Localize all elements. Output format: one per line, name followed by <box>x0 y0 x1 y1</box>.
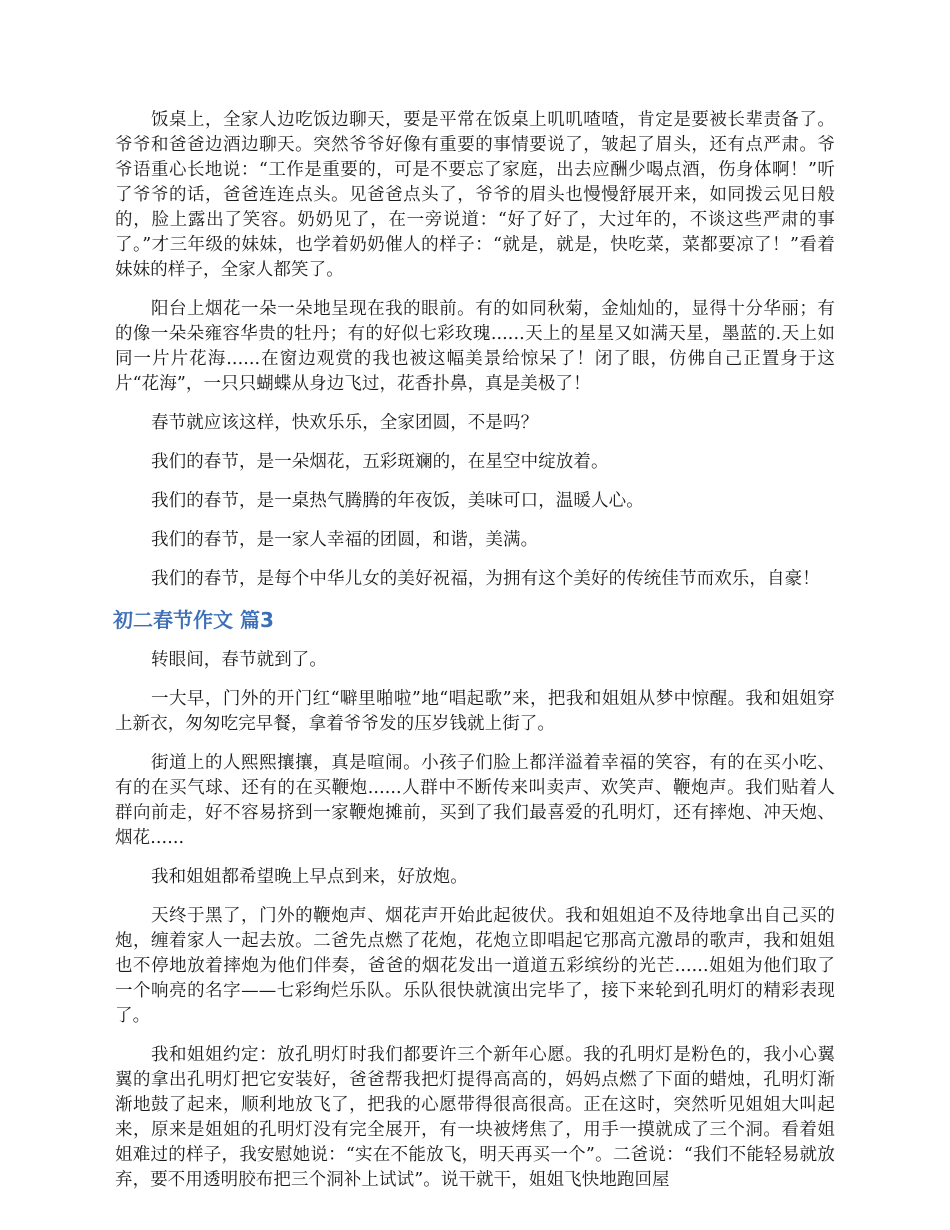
paragraph-fireworks: 阳台上烟花一朵一朵地呈现在我的眼前。有的如同秋菊，金灿灿的，显得十分华丽；有的像一朵朵雍容华贵的牡丹；有的好似七彩玫瑰......天上的星星又如满天星，墨蓝的.天上如同一片片花海......在窗边观赏的我也被这幅美景给惊呆了！闭了眼，仿佛自己正置身于这片“花海”，一只只蝴蝶从身边飞过，花香扑鼻，真是美极了！ <box>115 299 835 394</box>
paragraph-should-be: 春节就应该这样，快欢乐乐，全家团圆，不是吗？ <box>151 413 539 433</box>
paragraph-wish-night: 我和姐姐都希望晚上早点到来，好放炮。 <box>151 867 468 887</box>
paragraph-our-spring-3: 我们的春节，是一家人幸福的团圆，和谐，美满。 <box>151 530 539 550</box>
paragraph-night-fell: 天终于黑了，门外的鞭炮声、烟花声开始此起彼伏。我和姐姐迫不及待地拿出自己买的炮，缠着家人一起去放。二爸先点燃了花炮，花炮立即唱起它那高亢激昂的歌声，我和姐姐也不停地放着摔炮为他们伴奏，爸爸的烟花发出一道道五彩缤纷的光芒......姐姐为他们取了一个响亮的名字——七彩绚烂乐队。乐队很快就演出完毕了，接下来轮到孔明灯的精彩表现了。 <box>115 906 835 1026</box>
paragraph-dinner: 饭桌上，全家人边吃饭边聊天，要是平常在饭桌上叽叽喳喳，肯定是要被长辈责备了。爷爷和爸爸边酒边聊天。突然爷爷好像有重要的事情要说了，皱起了眉头，还有点严肃。爷爷语重心长地说：“工作是重要的，可是不要忘了家庭，出去应酬少喝点酒，伤身体啊！”听了爷爷的话，爸爸连连点头。见爸爸点头了，爷爷的眉头也慢慢舒展开来，如同拨云见日般的，脸上露出了笑容。奶奶见了，在一旁说道：“好了好了，大过年的，不谈这些严肃的事了。”才三年级的妹妹，也学着奶奶催人的样子：“就是，就是，快吃菜，菜都要凉了！”看着妹妹的样子，全家人都笑了。 <box>115 110 835 280</box>
paragraph-arrived: 转眼间，春节就到了。 <box>151 650 327 670</box>
paragraph-lanterns: 我和姐姐约定：放孔明灯时我们都要许三个新年心愿。我的孔明灯是粉色的，我小心翼翼的拿出孔明灯把它安装好，爸爸帮我把灯提得高高的，妈妈点燃了下面的蜡烛，孔明灯渐渐地鼓了起来，顺利地放飞了，把我的心愿带得很高很高。正在这时，突然听见姐姐大叫起来，原来是姐姐的孔明灯没有完全展开，有一块被烤焦了，用手一摸就成了三个洞。看着姐姐难过的样子，我安慰她说：“实在不能放飞，明天再买一个”。二爸说：“我们不能轻易就放弃，要不用透明胶布把三个洞补上试试”。说干就干，姐姐飞快地跑回屋 <box>115 1045 835 1190</box>
paragraph-our-spring-2: 我们的春节，是一桌热气腾腾的年夜饭，美味可口，温暖人心。 <box>151 491 644 511</box>
paragraph-morning: 一大早，门外的开门红“噼里啪啦”地“唱起歌”来，把我和姐姐从梦中惊醒。我和姐姐穿上新衣，匆匆吃完早餐，拿着爷爷发的压岁钱就上街了。 <box>115 689 835 734</box>
document-body <box>115 108 835 1207</box>
section-heading: 初二春节作文 篇3 <box>113 608 274 632</box>
paragraph-our-spring-4: 我们的春节，是每个中华儿女的美好祝福，为拥有这个美好的传统佳节而欢乐，自豪！ <box>151 569 820 589</box>
paragraph-our-spring-1: 我们的春节，是一朵烟花，五彩斑斓的，在星空中绽放着。 <box>151 452 609 472</box>
paragraph-street: 街道上的人熙熙攘攘，真是喧闹。小孩子们脸上都洋溢着幸福的笑容，有的在买小吃、有的在买气球、还有的在买鞭炮......人群中不断传来叫卖声、欢笑声、鞭炮声。我们贴着人群向前走，好不容易挤到一家鞭炮摊前，买到了我们最喜爱的孔明灯，还有摔炮、冲天炮、烟花...... <box>115 753 835 848</box>
